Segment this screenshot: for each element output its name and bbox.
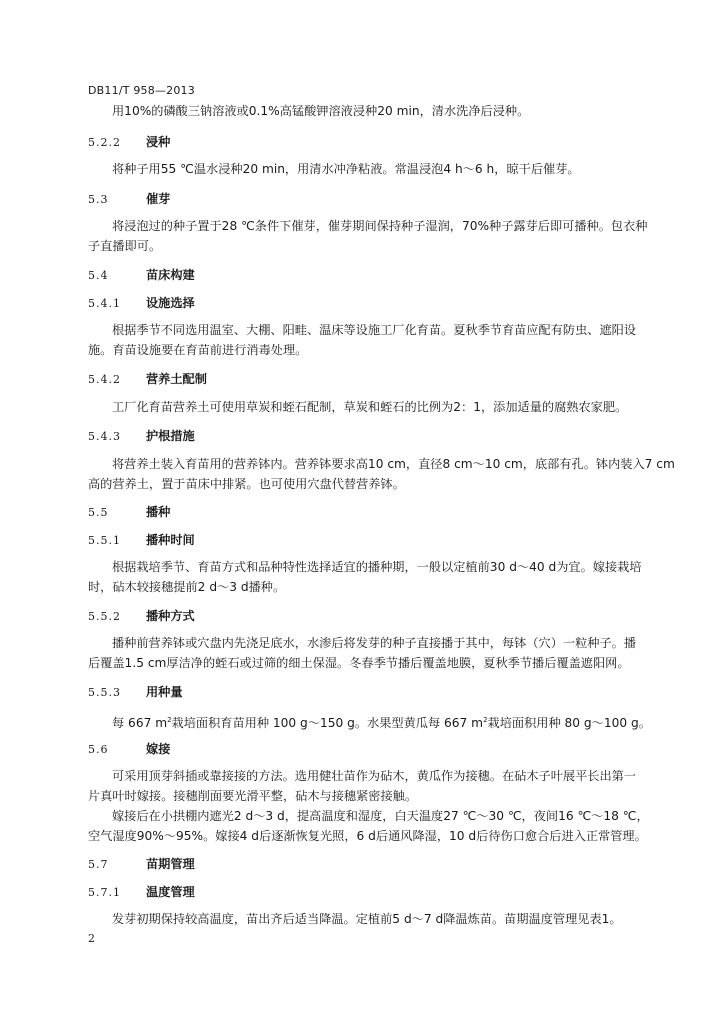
- section-title: 播种时间: [146, 533, 195, 547]
- section-heading-5-3: [88, 190, 170, 209]
- superscript: 2: [483, 716, 488, 724]
- section-number: 5.6: [88, 743, 109, 756]
- section-number: 5.3: [88, 193, 109, 206]
- section-heading-5-2-2: [88, 133, 170, 152]
- paragraph-line: 嫁接后在小拱棚内遮光2 d～3 d，提高温度和湿度，白天温度27 ℃～30 ℃，夜间16 ℃～18 ℃，: [112, 809, 649, 823]
- paragraph-line: 发芽初期保持较高温度，苗出齐后适当降温。定植前5 d～7 d降温炼苗。苗期温度管理见表1。: [112, 912, 622, 926]
- section-title: 播种方式: [146, 609, 195, 623]
- text-segment: 栽培面积育苗用种 100 g～150 g。水果型黄瓜每 667 m: [171, 716, 484, 730]
- page-number: 2: [88, 932, 95, 945]
- section-heading-5-7-1: [88, 883, 195, 902]
- section-title: 催芽: [146, 192, 171, 206]
- paragraph-line: 根据季节不同选用温室、大棚、阳畦、温床等设施工厂化育苗。夏秋季节育苗应配有防虫、遮阳设: [112, 323, 637, 337]
- section-title: 嫁接: [146, 742, 171, 756]
- paragraph-line: 根据栽培季节、育苗方式和品种特性选择适宜的播种期，一般以定植前30 d～40 d为宜。嫁接栽培: [112, 560, 642, 574]
- section-number: 5.5: [88, 506, 109, 519]
- section-heading-5-7: [88, 855, 195, 874]
- paragraph-line: 工厂化育苗营养土可使用草炭和蛭石配制，草炭和蛭石的比例为2：1，添加适量的腐熟农家肥。: [112, 400, 628, 414]
- section-number: 5.2.2: [88, 136, 121, 149]
- section-heading-5-4: [88, 266, 195, 285]
- standard-code-header: DB11/T 958—2013: [88, 84, 195, 97]
- section-number: 5.7.1: [88, 886, 121, 899]
- section-heading-5-5-1: [88, 531, 195, 550]
- text-segment: 栽培面积用种 80 g～100 g。: [487, 716, 651, 730]
- paragraph-line-seed-quantity: [112, 711, 651, 732]
- section-heading-5-5: [88, 503, 170, 522]
- paragraph-line: 施。育苗设施要在育苗前进行消毒处理。: [88, 343, 308, 357]
- section-heading-5-4-2: [88, 370, 207, 389]
- section-title: 温度管理: [146, 885, 195, 899]
- paragraph-line: 子直播即可。: [88, 239, 162, 253]
- section-title: 浸种: [146, 135, 171, 149]
- section-heading-5-4-3: [88, 427, 195, 446]
- section-heading-5-5-2: [88, 607, 195, 626]
- paragraph-line: 时，砧木较接穗提前2 d～3 d播种。: [88, 580, 286, 594]
- section-heading-5-6: [88, 740, 170, 759]
- paragraph-line: 高的营养土，置于苗床中排紧。也可使用穴盘代替营养钵。: [88, 477, 405, 491]
- section-number: 5.5.1: [88, 534, 121, 547]
- section-number: 5.4.1: [88, 297, 121, 310]
- text-segment: 每 667 m: [112, 716, 168, 730]
- paragraph-line: 用10%的磷酸三钠溶液或0.1%高锰酸钾溶液浸种20 min，清水洗净后浸种。: [112, 104, 530, 118]
- section-heading-5-5-3: [88, 683, 183, 702]
- section-number: 5.5.2: [88, 610, 121, 623]
- section-title: 设施选择: [146, 296, 195, 310]
- paragraph-line: 片真叶时嫁接。接穗削面要光滑平整，砧木与接穗紧密接触。: [88, 789, 418, 803]
- section-title: 用种量: [146, 685, 183, 699]
- section-number: 5.5.3: [88, 686, 121, 699]
- section-number: 5.7: [88, 858, 109, 871]
- section-title: 苗期管理: [146, 857, 195, 871]
- section-number: 5.4: [88, 269, 109, 282]
- section-heading-5-4-1: [88, 294, 195, 313]
- paragraph-line: 可采用顶芽斜插或靠接接的方法。选用健壮苗作为砧木，黄瓜作为接穗。在砧木子叶展平长出第一: [112, 769, 637, 783]
- paragraph-line: 播种前营养钵或穴盘内先浇足底水，水渗后将发芽的种子直接播于其中，每钵（穴）一粒种子。播: [112, 636, 637, 650]
- section-number: 5.4.2: [88, 373, 121, 386]
- section-title: 营养土配制: [146, 372, 207, 386]
- paragraph-line: 后覆盖1.5 cm厚洁净的蛭石或过筛的细土保湿。冬春季节播后覆盖地膜，夏秋季节播后覆盖遮阳网。: [88, 656, 630, 670]
- superscript: 2: [167, 716, 172, 724]
- section-title: 播种: [146, 505, 171, 519]
- paragraph-line: 将营养土装入育苗用的营养钵内。营养钵要求高10 cm，直径8 cm～10 cm，底部有孔。钵内装入7 cm: [112, 457, 675, 471]
- section-title: 护根措施: [146, 429, 195, 443]
- section-title: 苗床构建: [146, 268, 195, 282]
- paragraph-line: 将种子用55 ℃温水浸种20 min，用清水冲净粘液。常温浸泡4 h～6 h，晾干后催芽。: [112, 162, 580, 176]
- paragraph-line: 将浸泡过的种子置于28 ℃条件下催芽，催芽期间保持种子湿润，70%种子露芽后即可播种。包衣种: [112, 219, 648, 233]
- section-number: 5.4.3: [88, 430, 121, 443]
- paragraph-line: 空气湿度90%～95%。嫁接4 d后逐渐恢复光照，6 d后通风降湿，10 d后待伤口愈合后进入正常管理。: [88, 829, 647, 843]
